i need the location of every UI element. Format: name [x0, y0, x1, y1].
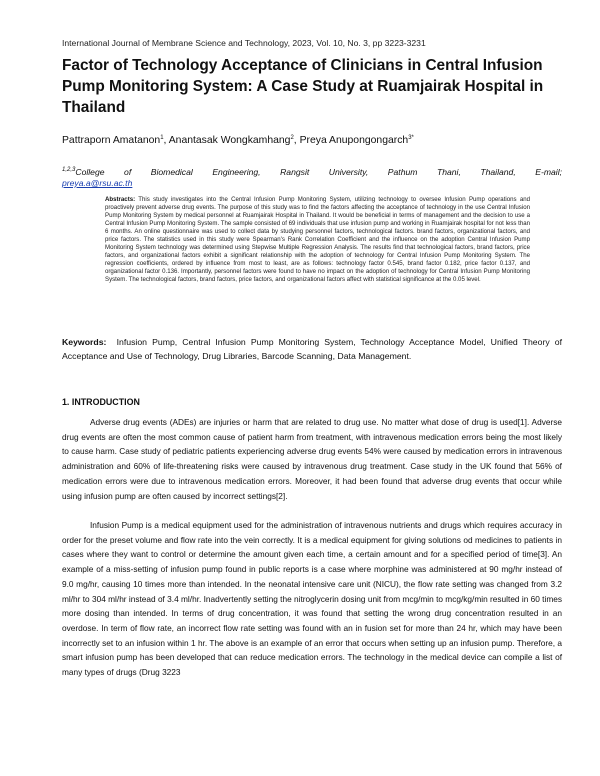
intro-paragraph-2 — [62, 518, 562, 680]
paragraph-text: Adverse drug events (ADEs) are injuries or harm that are related to drug use. No matter what dose of drug is used[1]. Adverse drug events are often the most common cause of patient harm from treatment, with intravenous medication errors being the most likely to cause harm. Case study of pediatric patients experiencing adverse drug events 54% were caused by medication errors in intravenous administration and 60% of life-threatening risks were caused by intravenous drug treatment. Case study in the UK found that 56% of medication errors were due to intravenous medication errors. Moreover, it had been found that adverse drug events that occur while using infusion pump are often caused by incorrect settings[2]. — [62, 417, 562, 501]
keywords-label: Keywords: — [62, 337, 107, 347]
paragraph-text: Infusion Pump is a medical equipment used for the administration of intravenous nutrients and drugs which requires accuracy in order for the preset volume and flow rate into the vein correctly. It is a medical equipment for giving solutions od medicines to patients in cases where they want to control or determine the amount given each time, a certain amount and for a specified period of time[3]. An example of a miss-setting of infusion pump found in public reports is a case where morphine was administered at 90 mg/hr instead of 9.0 mg/hr, causing 10 times more than intended. In the neonatal intensive care unit (NICU), the flow rate setting was changed from 3.2 ml/hr to 304 ml/hr instead of 3.4 ml/hr. Inadvertently setting the nitroglycerin dosing unit from mcg/min to mcg/kg/min resulted in 60 times more dosing than intended. In terms of drug concentration, it was found that setting the wrong drug concentration resulted in an overdose. In term of flow rate, an incorrect flow rate setting was found with an in fusion set for more than 24 hr, which may have been incorrectly set to an infusion within 1 hr. The above is an example of an error that occurs when setting up an infusion pump. Therefore, a smart infusion pump has been developed that can reduce medication errors. The technology in the medical device can compile a list of many types of drugs (Drug 3223 — [62, 520, 562, 678]
email-link[interactable]: preya.a@rsu.ac.th — [62, 178, 133, 188]
author-name: Pattraporn Amatanon — [62, 135, 161, 146]
author-name: Preya Anupongongarch — [299, 135, 409, 146]
affiliation-line — [62, 166, 562, 178]
author-list: Pattraporn Amatanon$^1$, Anantasak Wongkamhang$^2$, Preya Anupongongarch$^{3*}$ — [62, 135, 414, 146]
author-superscript: 1 — [160, 135, 164, 141]
affiliation-superscript: 1,2,3 — [62, 167, 76, 173]
journal-header: International Journal of Membrane Science and Technology, 2023, Vol. 10, No. 3, pp 3223-3231 — [62, 38, 426, 48]
intro-paragraph-1 — [62, 415, 562, 503]
author-superscript: 3* — [408, 135, 414, 141]
affiliation-email-line — [62, 178, 132, 188]
abstract-block — [105, 196, 530, 285]
keywords-text: Infusion Pump, Central Infusion Pump Monitoring System, Technology Acceptance Model, Unified Theory of Acceptance and Use of Technology, Drug Libraries, Barcode Scanning, Data Management. — [62, 337, 562, 361]
affiliation-text: College of Biomedical Engineering, Rangsit University, Pathum Thani, Thailand, E-mail; — [75, 167, 562, 177]
author-superscript: 2 — [290, 135, 294, 141]
abstract-text: This study investigates into the Central Infusion Pump Monitoring System, utilizing technology to oversee Infusion Pump operations and proactively prevent adverse drug events. The purpose of this study was to find the factors affecting the acceptance of technology in the use Central Infusion Pump Monitoring System by medical personnel at Ruamjairak Hospital in Thailand. It would be beneficial in terms of management and the decision to use a Central Infusion Pump Monitoring System. The sample consisted of 69 individuals that use infusion pump and working in Ruamjairak hospital for not less than 6 months. An online questionnaire was used to collect data by studying personnel factors, technological factors. brand factors, organizational factors, and price factors. The statistics used in this study were Spearman's Rank Correlation Coefficient and the influence on the adoption Central Infusion Pump Monitoring System technology was determined using Stepwise Multiple Regression Analysis. The results find that technological factors, brand factors, price factors, and organizational factors exhibit a significant relationship with the adoption of technology for Central Infusion Pump Monitoring System. The regression coefficients, ordered by influence from most to least, are as follows: technology factor 0.545, brand factor 0.182, price factor 0.137, and organizational factor 0.136. Importantly, personnel factors were found to have no impact on the adoption of technology for Central Infusion Pump Monitoring System. The technological factors, brand factors, price factors, and organizational factors affect with statistical significance at the 0.05 level. — [105, 196, 530, 284]
paper-title: Factor of Technology Acceptance of Clinicians in Central Infusion Pump Monitoring System: A Case Study at Ruamjairak Hospital in Thailand — [62, 57, 544, 116]
section-heading-introduction: 1. INTRODUCTION — [62, 397, 140, 407]
keywords-block — [62, 336, 562, 363]
abstract-label: Abstracts: — [105, 196, 136, 203]
author-name: Anantasak Wongkamhang — [168, 135, 291, 146]
